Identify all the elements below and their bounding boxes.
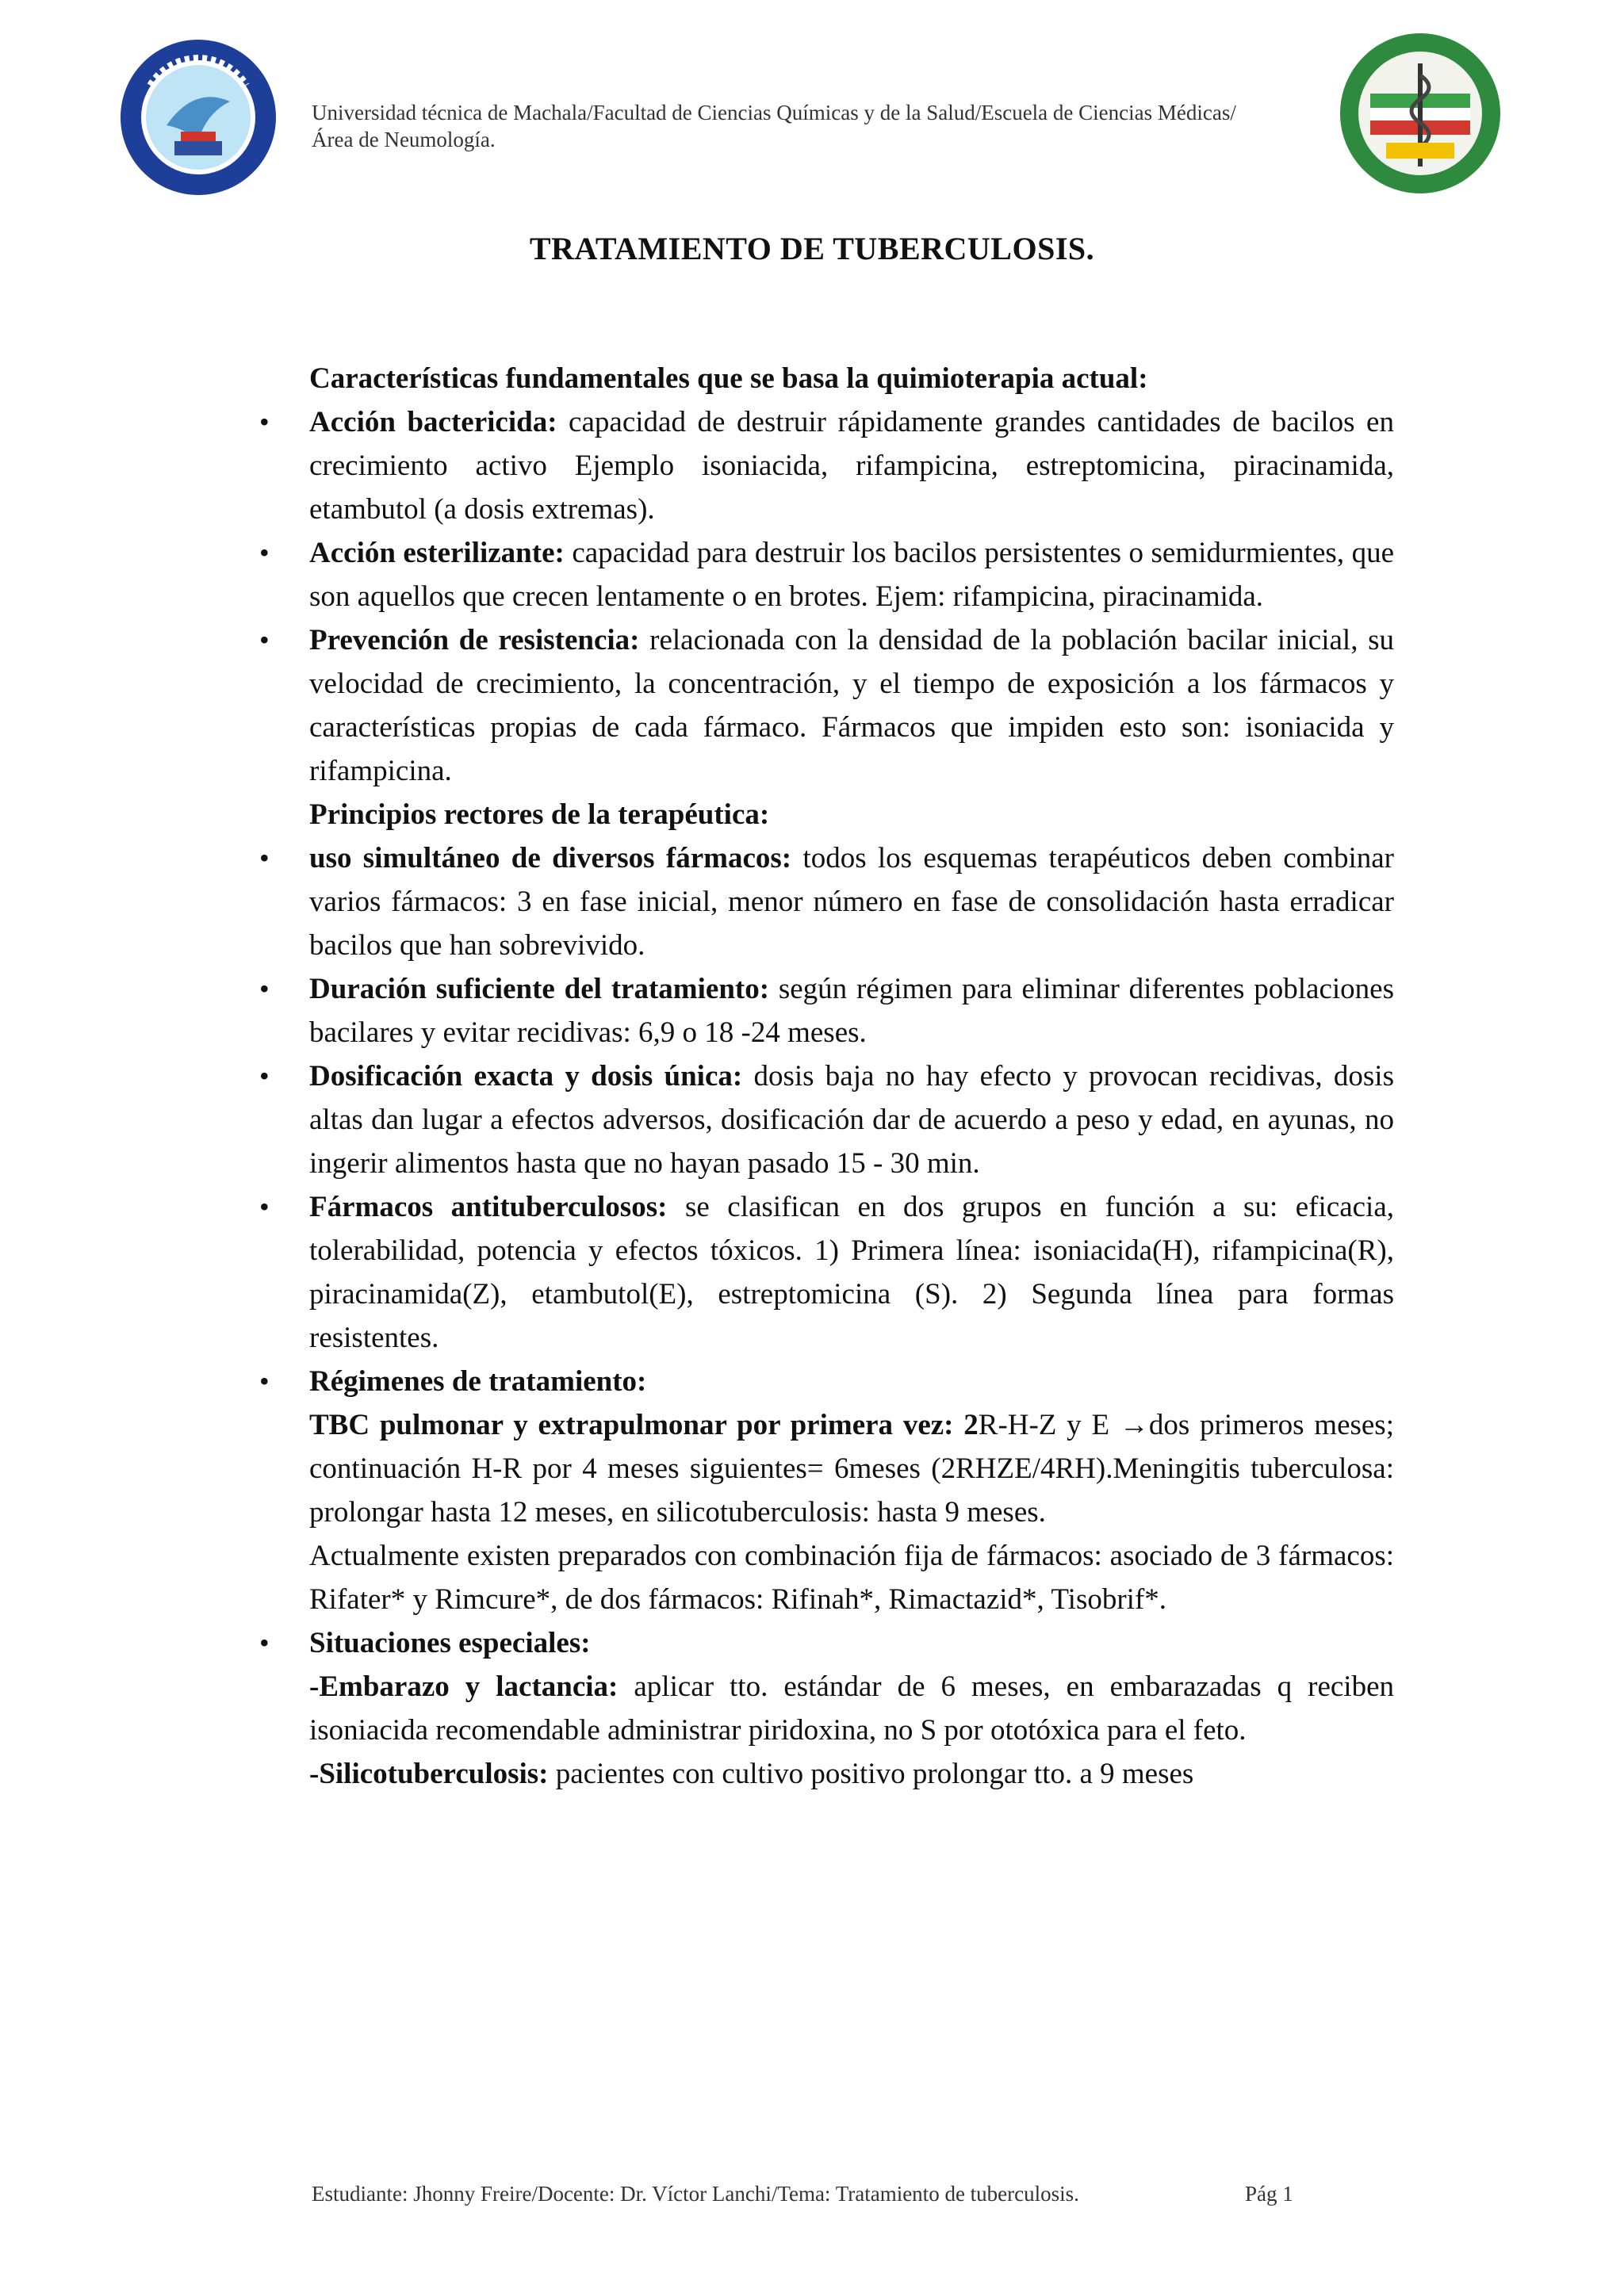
- list-item: [309, 531, 1394, 618]
- item-text: relacionada con la densidad de la población bacilar inicial, su velocidad de crecimiento, la concentración, y el tiempo de exposición a los fármacos y características propias de cada fármaco. Fármacos que impiden esto son: isoniacida y rifampicina.: [309, 624, 1395, 787]
- especial-silico: [309, 1752, 1394, 1796]
- document-body: [309, 357, 1394, 1796]
- footer-text: Estudiante: Jhonny Freire/Docente: Dr. Víctor Lanchi/Tema: Tratamiento de tuberculosis.: [312, 2182, 1079, 2206]
- item-text: capacidad para destruir los bacilos persistentes o semidurmientes, que son aquellos que crecen lentamente o en brotes. Ejem: rifampicina, piracinamida.: [309, 537, 1394, 613]
- list-item: [309, 1185, 1394, 1360]
- list-item-especiales: [309, 1621, 1394, 1796]
- header-line-1: Universidad técnica de Machala/Facultad de Ciencias Químicas y de la Salud/Escuela de Ciencias Médicas/: [312, 101, 1236, 124]
- embarazo-text: aplicar tto. estándar de 6 meses, en embarazadas q reciben isoniacida recomendable administrar piridoxina, no S por ototóxica para el feto.: [309, 1670, 1394, 1747]
- item-term: uso simultáneo de diversos fármacos:: [309, 842, 792, 874]
- item-text: capacidad de destruir rápidamente grandes cantidades de bacilos en crecimiento activo Ejemplo isoniacida, rifampicina, estreptomicina, piracinamida, etambutol (a dosis extremas).: [309, 406, 1394, 526]
- page-number: Pág 1: [1245, 2182, 1293, 2206]
- principios-list: [309, 836, 1394, 1796]
- especial-embarazo: [309, 1665, 1394, 1752]
- regimen-combinacion: Actualmente existen preparados con combinación fija de fármacos: asociado de 3 fármacos: Rifater* y Rimcure*, de dos fármacos: Rifinah*, Rimactazid*, Tisobrif*.: [309, 1540, 1394, 1616]
- item-term: Acción bactericida:: [309, 406, 557, 438]
- item-term: Dosificación exacta y dosis única:: [309, 1060, 743, 1093]
- header-line-2: Área de Neumología.: [312, 128, 496, 151]
- regimen-tbc-term: TBC pulmonar y extrapulmonar por primera vez: 2: [309, 1409, 979, 1441]
- item-term: Prevención de resistencia:: [309, 624, 640, 656]
- list-item: [309, 400, 1394, 531]
- university-logo: [119, 38, 278, 197]
- embarazo-term: -Embarazo y lactancia:: [309, 1670, 619, 1703]
- item-text: todos los esquemas terapéuticos deben combinar varios fármacos: 3 en fase inicial, menor número en fase de consolidación hasta erradicar bacilos que han sobrevivido.: [309, 842, 1394, 962]
- item-term: Duración suficiente del tratamiento:: [309, 973, 770, 1005]
- item-term: Acción esterilizante:: [309, 537, 565, 569]
- item-term: Situaciones especiales:: [309, 1627, 591, 1659]
- list-item: [309, 1054, 1394, 1185]
- section-heading-principios: Principios rectores de la terapéutica:: [309, 798, 770, 831]
- section-heading-caracteristicas: Características fundamentales que se basa la quimioterapia actual:: [309, 362, 1148, 395]
- list-item: [309, 836, 1394, 967]
- page-title: TRATAMIENTO DE TUBERCULOSIS.: [529, 231, 1095, 266]
- medical-school-logo: [1339, 32, 1502, 195]
- item-term: Fármacos antituberculosos:: [309, 1191, 668, 1223]
- caracteristicas-list: [309, 400, 1394, 793]
- page-header: [0, 0, 1624, 206]
- list-item-regimenes: [309, 1360, 1394, 1621]
- silico-term: -Silicotuberculosis:: [309, 1758, 549, 1790]
- item-term: Régimenes de tratamiento:: [309, 1365, 647, 1398]
- regimen-tbc: [309, 1403, 1394, 1534]
- item-text: dosis baja no hay efecto y provocan recidivas, dosis altas dan lugar a efectos adversos, dosificación dar de acuerdo a peso y edad, en ayunas, no ingerir alimentos hasta que no hayan pasado 15 - 30 min.: [309, 1060, 1394, 1180]
- item-text: se clasifican en dos grupos en función a su: eficacia, tolerabilidad, potencia y efectos tóxicos. 1) Primera línea: isoniacida(H), rifampicina(R), piracinamida(Z), etambutol(E), estreptomicina (S). 2) Segunda línea para formas resistentes.: [309, 1191, 1394, 1354]
- list-item: [309, 967, 1394, 1054]
- list-item: [309, 618, 1394, 793]
- silico-text: pacientes con cultivo positivo prolongar tto. a 9 meses: [548, 1758, 1194, 1790]
- regimen-tbc-text: R-H-Z y E →dos primeros meses; continuación H-R por 4 meses siguientes= 6meses (2RHZE/4RH).Meningitis tuberculosa: prolongar hasta 12 meses, en silicotuberculosis: hasta 9 meses.: [309, 1409, 1394, 1529]
- item-text: según régimen para eliminar diferentes poblaciones bacilares y evitar recidivas: 6,9 o 18 -24 meses.: [309, 973, 1394, 1049]
